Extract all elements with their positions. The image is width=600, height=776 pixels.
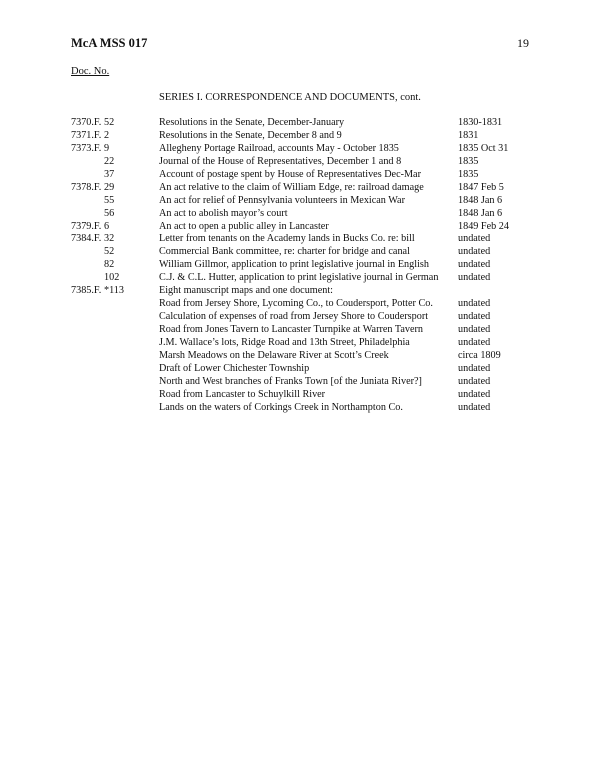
item-date: undated (458, 401, 491, 413)
box-number: 56 (104, 207, 115, 219)
item-description: An act relative to the claim of William Edge, re: railroad damage (159, 181, 424, 193)
list-item (71, 130, 541, 143)
list-item (71, 246, 541, 259)
item-description: An act for relief of Pennsylvania volunteers in Mexican War (159, 194, 405, 206)
item-description: Resolutions in the Senate, December-January (159, 117, 345, 128)
item-description: Journal of the House of Representatives, December 1 and 8 (159, 155, 402, 167)
list-item (71, 156, 541, 169)
item-date: 1835 Oct 31 (458, 142, 509, 154)
list-item (71, 117, 541, 130)
item-description: Eight manuscript maps and one document: (159, 285, 333, 297)
item-date: undated (458, 388, 491, 400)
list-item (71, 337, 541, 350)
box-number: 6 (104, 220, 110, 232)
list-item (71, 143, 541, 156)
item-description: Allegheny Portage Railroad, accounts May - October 1835 (159, 142, 399, 154)
box-number: 9 (104, 142, 110, 154)
item-date: 1847 Feb 5 (458, 181, 504, 193)
list-item (71, 233, 541, 246)
item-description: Road from Jersey Shore, Lycoming Co., to Coudersport, Potter Co. (159, 298, 433, 310)
item-description: An act to abolish mayor’s court (159, 207, 288, 219)
doc-number: 7379.F. (71, 220, 102, 232)
item-date: circa 1809 (458, 349, 501, 361)
list-item (71, 272, 541, 285)
item-date: 1835 (458, 155, 479, 167)
list-item (71, 169, 541, 182)
item-date: undated (458, 298, 491, 310)
item-description: Marsh Meadows on the Delaware River at Scott’s Creek (159, 349, 389, 361)
item-date: undated (458, 272, 491, 284)
item-description: Calculation of expenses of road from Jersey Shore to Coudersport (159, 311, 429, 323)
doc-number: 7378.F. (71, 181, 102, 193)
box-number: 52 (104, 246, 115, 258)
item-description: J.M. Wallace’s lots, Ridge Road and 13th Street, Philadelphia (159, 336, 410, 348)
item-description: Letter from tenants on the Academy lands in Bucks Co. re: bill (159, 233, 415, 245)
item-description: Lands on the waters of Corkings Creek in Northampton Co. (159, 401, 403, 413)
item-date: undated (458, 311, 491, 323)
item-description: William Gillmor, application to print legislative journal in English (159, 259, 429, 271)
item-description: Road from Jones Tavern to Lancaster Turnpike at Warren Tavern (159, 324, 423, 335)
page-header (71, 36, 529, 52)
item-description: An act to open a public alley in Lancaster (159, 220, 329, 232)
box-number: *113 (104, 285, 124, 297)
doc-number: 7371.F. (71, 129, 102, 141)
doc-no-column-label: Doc. No. (71, 66, 110, 77)
box-number: 102 (104, 272, 120, 284)
item-date: 1848 Jan 6 (458, 194, 503, 206)
box-number: 82 (104, 259, 115, 271)
series-heading: SERIES I. CORRESPONDENCE AND DOCUMENTS, cont. (159, 92, 421, 103)
list-item (71, 285, 541, 298)
list-item (71, 208, 541, 221)
list-item (71, 350, 541, 363)
list-item (71, 195, 541, 208)
list-item (71, 221, 541, 234)
item-description: Commercial Bank committee, re: charter for bridge and canal (159, 246, 410, 258)
item-date: undated (458, 375, 491, 387)
item-date: 1830-1831 (458, 117, 503, 128)
item-description: Draft of Lower Chichester Township (159, 362, 310, 374)
box-number: 22 (104, 155, 115, 167)
doc-number: 7370.F. (71, 117, 102, 128)
doc-number: 7385.F. (71, 285, 102, 297)
item-description: Resolutions in the Senate, December 8 and 9 (159, 129, 342, 141)
collection-id: McA MSS 017 (71, 36, 148, 50)
box-number: 29 (104, 181, 115, 193)
item-date: undated (458, 362, 491, 374)
box-number: 37 (104, 168, 115, 180)
list-item (71, 182, 541, 195)
item-date: undated (458, 336, 491, 348)
box-number: 55 (104, 194, 115, 206)
document-entries-list (71, 117, 541, 415)
list-item (71, 376, 541, 389)
item-description: Road from Lancaster to Schuylkill River (159, 388, 326, 400)
item-description: C.J. & C.L. Hutter, application to print legislative journal in German (159, 272, 439, 284)
list-item (71, 298, 541, 311)
item-date: undated (458, 246, 491, 258)
box-number: 32 (104, 233, 115, 245)
item-date: 1831 (458, 129, 479, 141)
item-date: undated (458, 324, 491, 335)
list-item (71, 311, 541, 324)
box-number: 2 (104, 129, 110, 141)
item-description: North and West branches of Franks Town [of the Juniata River?] (159, 375, 422, 387)
page-number: 19 (517, 36, 529, 50)
item-date: 1848 Jan 6 (458, 207, 503, 219)
list-item (71, 389, 541, 402)
item-date: undated (458, 259, 491, 271)
item-date: 1835 (458, 168, 479, 180)
doc-number: 7373.F. (71, 142, 102, 154)
list-item (71, 259, 541, 272)
item-description: Account of postage spent by House of Representatives Dec-Mar (159, 168, 421, 180)
item-date: 1849 Feb 24 (458, 220, 509, 232)
item-date: undated (458, 233, 491, 245)
doc-number: 7384.F. (71, 233, 102, 245)
box-number: 52 (104, 117, 115, 128)
list-item (71, 402, 541, 415)
list-item (71, 324, 541, 337)
list-item (71, 363, 541, 376)
